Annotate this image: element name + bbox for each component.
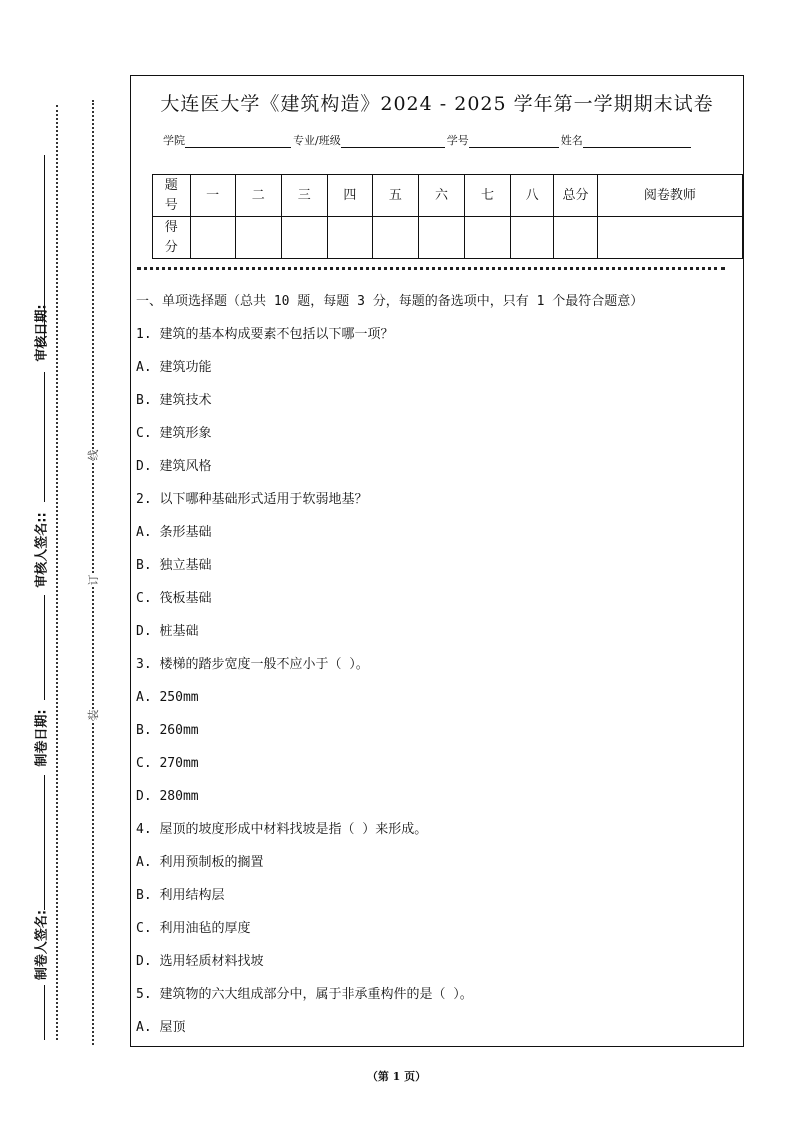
option: C. 利用油毡的厚度 bbox=[136, 921, 251, 936]
row-label: 题号 bbox=[153, 175, 191, 217]
score-cell[interactable] bbox=[190, 217, 235, 259]
option: C. 建筑形象 bbox=[136, 426, 212, 441]
option: D. 桩基础 bbox=[136, 624, 199, 639]
score-cell[interactable] bbox=[281, 217, 327, 259]
binding-line bbox=[92, 100, 94, 1045]
college-label: 学院 bbox=[163, 134, 185, 147]
signature-line bbox=[44, 372, 45, 502]
option: A. 利用预制板的搁置 bbox=[136, 855, 264, 870]
option: B. 260mm bbox=[136, 723, 199, 738]
option: B. 利用结构层 bbox=[136, 888, 225, 903]
cut-line bbox=[56, 105, 58, 1040]
option: A. 建筑功能 bbox=[136, 360, 212, 375]
binding-char: 线 bbox=[87, 449, 100, 461]
column-header: 总分 bbox=[554, 175, 597, 217]
score-cell[interactable] bbox=[464, 217, 510, 259]
dotted-separator bbox=[137, 267, 725, 270]
option: D. 建筑风格 bbox=[136, 459, 212, 474]
name-label: 姓名 bbox=[560, 134, 583, 147]
option: A. 条形基础 bbox=[136, 525, 212, 540]
binding-char: 订 bbox=[87, 574, 100, 586]
question: 4. 屋顶的坡度形成中材料找坡是指（ ）来形成。 bbox=[136, 822, 428, 837]
option: D. 280mm bbox=[136, 789, 199, 804]
name-field[interactable] bbox=[583, 135, 691, 148]
column-header: 阅卷教师 bbox=[597, 175, 742, 217]
column-header: 四 bbox=[327, 175, 372, 217]
option: A. 250mm bbox=[136, 690, 199, 705]
student-id-field[interactable] bbox=[469, 135, 559, 148]
maker-sign-label: 制卷人签名: bbox=[34, 909, 50, 981]
major-field[interactable] bbox=[341, 135, 445, 148]
signature-line bbox=[44, 595, 45, 700]
binding-char: 装 bbox=[87, 709, 100, 721]
option: B. 建筑技术 bbox=[136, 393, 212, 408]
score-cell[interactable] bbox=[597, 217, 742, 259]
option: B. 独立基础 bbox=[136, 558, 212, 573]
score-cell[interactable] bbox=[327, 217, 372, 259]
score-cell[interactable] bbox=[235, 217, 281, 259]
reviewer-sign-label: 审核人签名:: bbox=[34, 512, 50, 588]
student-id-label: 学号 bbox=[446, 134, 469, 147]
score-cell[interactable] bbox=[418, 217, 464, 259]
option: D. 选用轻质材料找坡 bbox=[136, 954, 264, 969]
page-number: （第 1 页） bbox=[366, 1070, 427, 1083]
exam-frame bbox=[130, 75, 744, 1047]
score-cell[interactable] bbox=[511, 217, 554, 259]
column-header: 六 bbox=[418, 175, 464, 217]
column-header: 二 bbox=[235, 175, 281, 217]
make-date-label: 制卷日期: bbox=[34, 709, 50, 767]
score-cell[interactable] bbox=[554, 217, 597, 259]
column-header: 一 bbox=[190, 175, 235, 217]
option: C. 270mm bbox=[136, 756, 199, 771]
student-info bbox=[163, 132, 693, 148]
question: 3. 楼梯的踏步宽度一般不应小于（ ）。 bbox=[136, 657, 369, 672]
column-header: 三 bbox=[281, 175, 327, 217]
row-label: 得分 bbox=[153, 217, 191, 259]
section-heading: 一、单项选择题（总共 10 题，每题 3 分，每题的备选项中，只有 1 个最符合题意） bbox=[136, 294, 644, 309]
column-header: 五 bbox=[372, 175, 418, 217]
question: 1. 建筑的基本构成要素不包括以下哪一项？ bbox=[136, 327, 394, 342]
review-date-label: 审核日期: bbox=[34, 304, 50, 362]
question: 5. 建筑物的六大组成部分中，属于非承重构件的是（ ）。 bbox=[136, 987, 473, 1002]
questions bbox=[136, 291, 643, 1050]
column-header: 七 bbox=[464, 175, 510, 217]
college-field[interactable] bbox=[185, 135, 291, 148]
column-header: 八 bbox=[511, 175, 554, 217]
question: 2. 以下哪种基础形式适用于软弱地基？ bbox=[136, 492, 368, 507]
option: C. 筏板基础 bbox=[136, 591, 212, 606]
option: A. 屋顶 bbox=[136, 1020, 186, 1035]
score-cell[interactable] bbox=[372, 217, 418, 259]
signature-line bbox=[44, 775, 45, 910]
exam-title: 大连医大学《建筑构造》2024 - 2025 学年第一学期期末试卷 bbox=[160, 93, 714, 115]
score-table bbox=[152, 174, 743, 259]
signature-line bbox=[44, 985, 45, 1040]
major-label: 专业/班级 bbox=[293, 134, 341, 147]
